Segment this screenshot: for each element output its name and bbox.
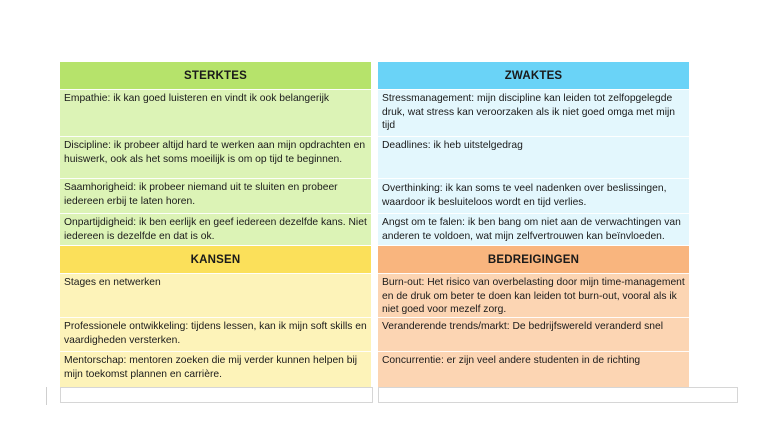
- kansen-item: Professionele ontwikkeling: tijdens lessen, kan ik mijn soft skills en vaardigheden versterken.: [60, 317, 371, 351]
- sterktes-item: Empathie: ik kan goed luisteren en vindt ik ook belangerijk: [60, 89, 371, 136]
- sterktes-section: [60, 62, 371, 245]
- zwaktes-item: Deadlines: ik heb uitstelgedrag: [378, 136, 689, 178]
- sterktes-item: Saamhorigheid: ik probeer niemand uit te sluiten en probeer iedereen erbij te laten horen.: [60, 178, 371, 213]
- bedreigingen-section: [378, 246, 689, 387]
- page-margin-line: [46, 387, 47, 405]
- zwaktes-item: Stressmanagement: mijn discipline kan leiden tot zelfopgelegde druk, wat stress kan veroorzaken als ik niet goed omga met mijn tijd: [378, 89, 689, 136]
- bedreigingen-item: Burn-out: Het risico van overbelasting door mijn time-management en de druk om beter te doen kan leiden tot burn-out, vooral als ik niet goed voor mezelf zorg.: [378, 273, 689, 317]
- zwaktes-section: [378, 62, 689, 245]
- sterktes-item: Onpartijdigheid: ik ben eerlijk en geef iedereen dezelfde kans. Niet iedereen is dezelfde en dat is ok.: [60, 213, 371, 245]
- bedreigingen-header: BEDREIGINGEN: [378, 246, 689, 273]
- zwaktes-item: Angst om te falen: ik ben bang om niet aan de verwachtingen van anderen te voldoen, wat mijn zelfvertrouwen kan beïnvloeden.: [378, 213, 689, 245]
- zwaktes-header: ZWAKTES: [378, 62, 689, 89]
- kansen-header: KANSEN: [60, 246, 371, 273]
- kansen-section: [60, 246, 371, 387]
- sterktes-header: STERKTES: [60, 62, 371, 89]
- empty-table-row: [60, 387, 373, 403]
- kansen-item: Mentorschap: mentoren zoeken die mij verder kunnen helpen bij mijn toekomst plannen en carrière.: [60, 351, 371, 387]
- bedreigingen-item: Concurrentie: er zijn veel andere studenten in de richting: [378, 351, 689, 387]
- zwaktes-item: Overthinking: ik kan soms te veel nadenken over beslissingen, waardoor ik besluiteloos wordt en tijd verlies.: [378, 178, 689, 213]
- sterktes-item: Discipline: ik probeer altijd hard te werken aan mijn opdrachten en huiswerk, ook als het soms moeilijk is om op tijd te beginnen.: [60, 136, 371, 178]
- empty-table-row: [378, 387, 738, 403]
- kansen-item: Stages en netwerken: [60, 273, 371, 317]
- bedreigingen-item: Veranderende trends/markt: De bedrijfswereld veranderd snel: [378, 317, 689, 351]
